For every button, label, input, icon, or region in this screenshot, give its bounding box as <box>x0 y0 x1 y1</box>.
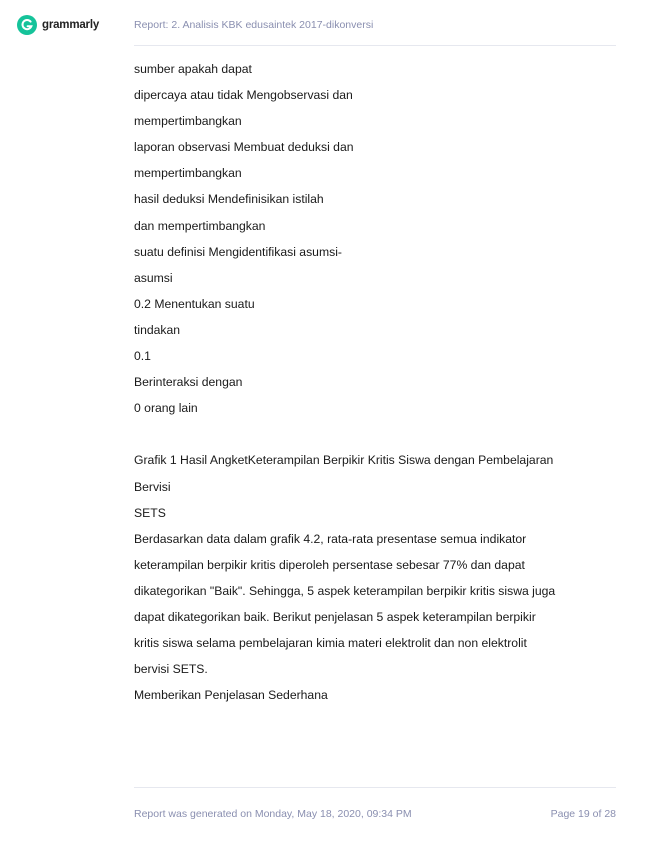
report-header <box>0 0 650 48</box>
text-line: 0.1 <box>134 349 151 364</box>
text-line: suatu definisi Mengidentifikasi asumsi- <box>134 244 342 259</box>
paragraph-line: Berdasarkan data dalam grafik 4.2, rata-rata presentase semua indikator <box>134 531 527 546</box>
report-body <box>134 56 616 708</box>
figure-caption: Grafik 1 Hasil AngketKeterampilan Berpikir Kritis Siswa dengan Pembelajaran <box>134 453 554 468</box>
figure-caption: SETS <box>134 505 166 520</box>
page-number: Page 19 of 28 <box>550 808 616 820</box>
paragraph-line: dikategorikan "Baik". Sehingga, 5 aspek keterampilan berpikir kritis siswa juga <box>134 583 556 598</box>
paragraph-line: dapat dikategorikan baik. Berikut penjelasan 5 aspek keterampilan berpikir <box>134 609 536 624</box>
paragraph-line: kritis siswa selama pembelajaran kimia materi elektrolit dan non elektrolit <box>134 636 527 651</box>
report-title: Report: 2. Analisis KBK edusaintek 2017-dikonversi <box>134 19 374 31</box>
section-heading: Memberikan Penjelasan Sederhana <box>134 688 328 703</box>
grammarly-logo <box>17 15 99 35</box>
text-line: mempertimbangkan <box>134 166 242 181</box>
paragraph-line: keterampilan berpikir kritis diperoleh persentase sebesar 77% dan dapat <box>134 557 525 572</box>
text-line: mempertimbangkan <box>134 114 242 129</box>
text-line: dipercaya atau tidak Mengobservasi dan <box>134 88 353 103</box>
brand-name: grammarly <box>42 19 100 31</box>
paragraph-line: bervisi SETS. <box>134 662 208 677</box>
text-line: 0 orang lain <box>134 401 198 416</box>
blank-line <box>134 421 616 447</box>
text-line: tindakan <box>134 322 181 337</box>
text-line: laporan observasi Membuat deduksi dan <box>134 140 354 155</box>
footer-divider <box>134 787 616 788</box>
text-line: sumber apakah dapat <box>134 62 252 76</box>
header-divider <box>134 45 616 46</box>
generated-timestamp: Report was generated on Monday, May 18, 2020, 09:34 PM <box>134 808 412 820</box>
text-line: dan mempertimbangkan <box>134 218 266 233</box>
text-line: asumsi <box>134 270 173 285</box>
text-line: 0.2 Menentukan suatu <box>134 296 255 311</box>
figure-caption: Bervisi <box>134 479 171 494</box>
text-line: hasil deduksi Mendefinisikan istilah <box>134 192 324 207</box>
grammarly-g-icon <box>17 15 37 35</box>
text-line: Berinteraksi dengan <box>134 375 243 390</box>
